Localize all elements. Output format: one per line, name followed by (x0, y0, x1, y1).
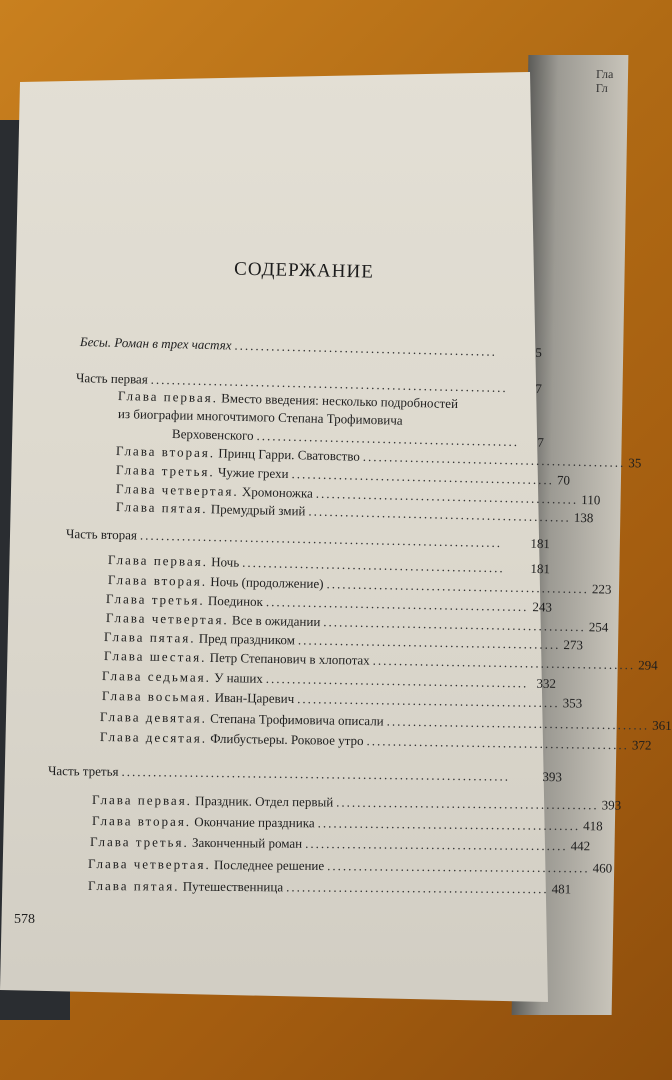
toc-chapter-number: Глава третья. (115, 462, 215, 480)
toc-chapter-page: 353 (562, 695, 583, 711)
toc-chapter-page: 243 (532, 599, 553, 615)
toc-part-label: Часть вторая (65, 526, 138, 543)
toc-chapter-title: Хромоножка (241, 483, 314, 501)
toc-chapter-title: Ночь (211, 554, 240, 570)
toc-chapter-number: Глава первая. (107, 552, 209, 570)
toc-chapter-title-line3: Верховенского (171, 426, 254, 443)
toc-part-label: Часть первая (75, 370, 148, 387)
toc-chapter-number: Глава седьмая. (101, 668, 212, 685)
toc-chapter-title: Поединок (207, 592, 264, 610)
toc-chapter-number: Глава вторая. (107, 572, 208, 589)
toc-chapter-row: Глава четвертая. Все в ожидании .................................................. 254 (105, 610, 609, 635)
toc-chapter-title: Все в ожидании (231, 612, 321, 630)
toc-chapter-number: Глава десятая. (99, 729, 208, 746)
toc-chapter-page: 372 (631, 737, 652, 753)
toc-chapter-title: Флибустьеры. Роковое утро (210, 730, 364, 749)
toc-chapter-title: Окончание праздника (194, 814, 315, 831)
toc-novel-page: 5 (535, 344, 543, 360)
toc-chapter-page: 7 (537, 434, 545, 450)
toc-chapter-page: 460 (592, 860, 613, 876)
toc-chapter-number: Глава первая. (91, 792, 193, 809)
toc-chapter-row: Глава первая. Праздник. Отдел первый .................................................. 393 (91, 792, 622, 813)
toc-chapter-page: 418 (583, 818, 603, 834)
toc-part-row: Часть вторая ..................................................................... 181 (65, 526, 551, 552)
toc-chapter-page: 110 (581, 491, 601, 508)
toc-chapter-page: 332 (536, 675, 557, 691)
toc-part-row: Часть первая .................................................................... 7 (75, 370, 543, 396)
toc-chapter-row: Глава первая. Ночь .................................................. 181 (107, 552, 551, 577)
toc-chapter-title: У наших (214, 669, 264, 686)
toc-chapter-row: Глава четвертая. Последнее решение .................................................. 460 (87, 856, 613, 876)
toc-chapter-page: 393 (601, 797, 622, 813)
toc-chapter-number: Глава третья. (89, 834, 189, 850)
toc-chapter-row: Глава восьмая. Иван-Царевич .................................................. 353 (101, 688, 583, 711)
toc-novel-label: Бесы. Роман в трех частях (79, 334, 232, 353)
toc-chapter-title: Путешественница (182, 878, 284, 895)
toc-chapter-page: 70 (556, 472, 571, 488)
toc-chapter-row: Глава вторая. Принц Гарри. Сватовство .................................................. 35 (115, 443, 642, 471)
toc-chapter-title: Петр Степанович в хлопотах (209, 649, 370, 668)
toc-chapter-title-line2: из биографии многочтимого Степана Трофимовича (117, 406, 403, 428)
page-number: 578 (14, 912, 35, 927)
toc-chapter-row: Глава пятая. Пред праздником .................................................. 273 (103, 629, 584, 653)
toc-chapter-page: 138 (573, 509, 594, 526)
toc-chapter-page: 223 (591, 581, 612, 597)
toc-chapter-page: 294 (638, 657, 658, 673)
toc-novel-row: Бесы. Роман в трех частях .................................................. 5 (79, 334, 543, 360)
toc-chapter-title: Степана Трофимовича описали (210, 710, 384, 729)
toc-chapter-title: Принц Гарри. Сватовство (218, 445, 361, 464)
toc-chapter-page: 442 (570, 838, 591, 854)
toc-chapter-title: Последнее решение (213, 857, 325, 874)
toc-chapter-row: Глава десятая. Флибустьеры. Роковое утро .................................................. 372 (99, 729, 652, 753)
toc-chapter-number: Глава девятая. (99, 709, 208, 726)
toc-chapter-number: Глава первая. (117, 388, 219, 406)
toc-chapter-row: Глава вторая. Окончание праздника .................................................. 418 (91, 813, 603, 834)
toc-part-page: 181 (530, 535, 551, 552)
toc-chapter-row: Глава третья. Законченный роман .................................................. 442 (89, 834, 591, 854)
toc-chapter-title: Иван-Царевич (214, 689, 295, 707)
toc-chapter-row: Верховенского .................................................. 7 (171, 426, 545, 450)
toc-part-page: 7 (535, 380, 543, 396)
toc-chapter-row: Глава третья. Чужие грехи .................................................. 70 (115, 462, 571, 488)
toc-chapter-title: Премудрый змий (210, 501, 306, 519)
toc-chapter-number: Глава третья. (105, 591, 205, 608)
toc-chapter-number: Глава пятая. (115, 499, 208, 517)
toc-chapter-number: Глава вторая. (91, 813, 192, 830)
page-title: СОДЕРЖАНИЕ (233, 258, 375, 283)
toc-chapter-number: Глава шестая. (103, 648, 207, 665)
toc-chapter-title: Праздник. Отдел первый (195, 793, 334, 810)
toc-chapter-row: Глава четвертая. Хромоножка .................................................. 110 (115, 481, 601, 508)
toc-chapter-page: 273 (563, 637, 584, 653)
toc-chapter-title: Чужие грехи (217, 464, 289, 482)
toc-chapter-title: Вместо введения: несколько подробностей (221, 390, 459, 412)
toc-part-label: Часть третья (47, 763, 119, 779)
toc-chapter-page: 181 (530, 560, 551, 577)
toc-chapter-number: Глава четвертая. (115, 481, 239, 499)
toc-chapter-title: Законченный роман (191, 834, 303, 851)
toc-chapter-row: Глава вторая. Ночь (продолжение) .................................................. 223 (107, 572, 612, 597)
toc-chapter-row: Глава шестая. Петр Степанович в хлопотах .................................................. 294 (103, 648, 658, 673)
toc-chapter-title: Пред праздником (198, 630, 296, 648)
toc-chapter-number: Глава вторая. (115, 443, 216, 461)
toc-chapter-title: Ночь (продолжение) (210, 573, 324, 592)
toc-chapter-number: Глава пятая. (103, 629, 196, 646)
next-page-peek-text: Гла Гл (595, 67, 614, 95)
toc-chapter-number: Глава восьмая. (101, 688, 212, 705)
toc-chapter-page: 254 (588, 619, 609, 635)
toc-part-row: Часть третья .......................................................................... 393 (47, 763, 563, 785)
toc-chapter-row: Глава девятая. Степана Трофимовича описали .................................................. 361 (99, 709, 672, 733)
toc-chapter-row: Глава пятая. Премудрый змий .................................................. 138 (115, 499, 594, 526)
toc-chapter-row: Глава седьмая. У наших .................................................. 332 (101, 668, 557, 691)
toc-chapter-number: Глава пятая. (87, 878, 180, 894)
toc-chapter-page: 481 (551, 881, 572, 897)
toc-chapter-number: Глава четвертая. (105, 610, 229, 628)
toc-part-page: 393 (542, 769, 563, 785)
toc-chapter-number: Глава четвертая. (87, 856, 211, 873)
toc-chapter-row: Глава пятая. Путешественница .................................................. 481 (87, 878, 572, 897)
toc-chapter-row: Глава третья. Поединок .................................................. 243 (105, 591, 553, 615)
toc-chapter-page: 361 (652, 717, 672, 733)
toc-chapter-page: 35 (628, 455, 642, 471)
